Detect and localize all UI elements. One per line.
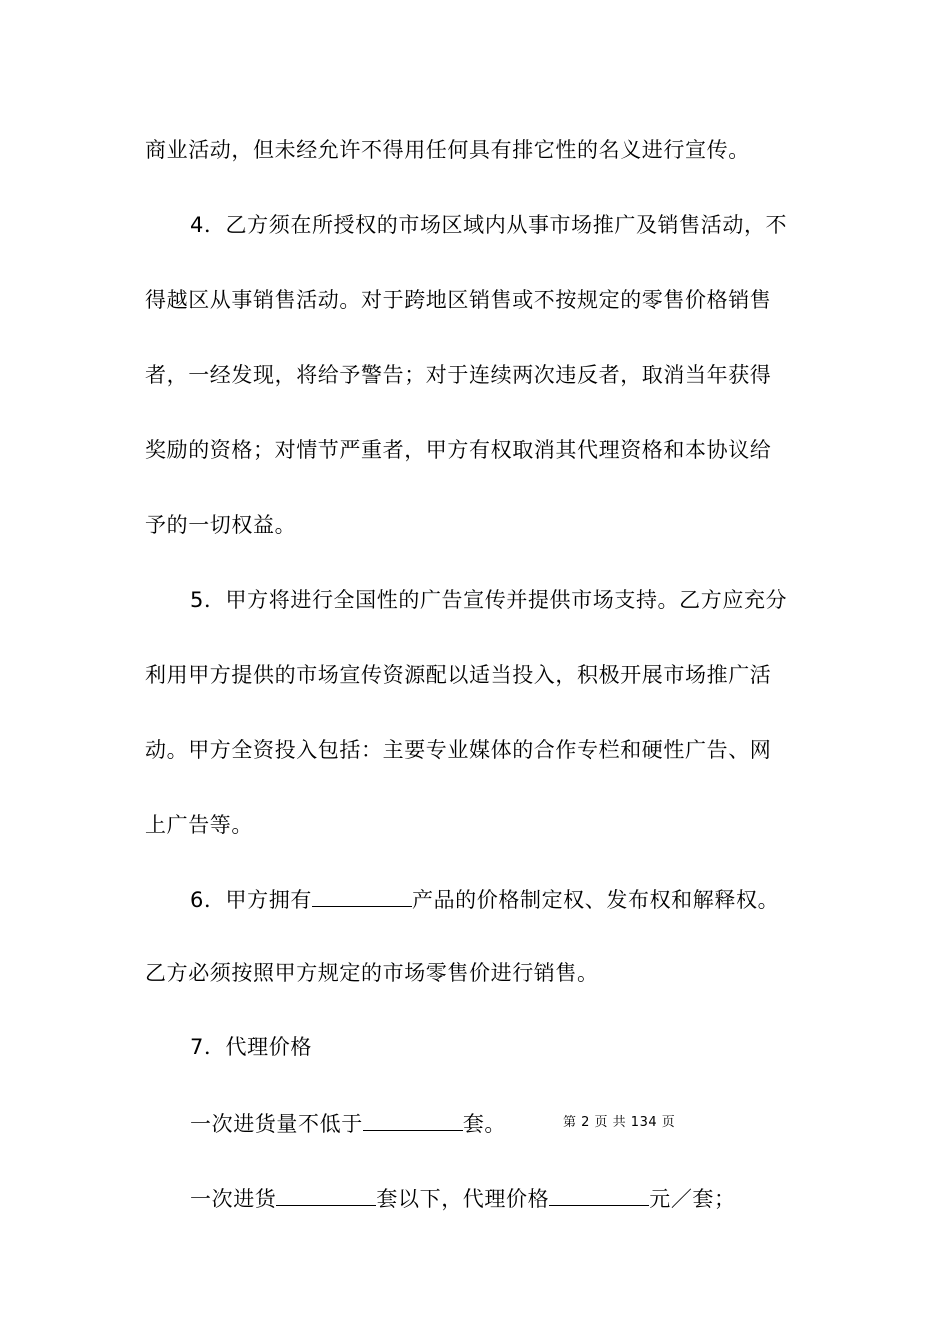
order-price-text-1: 一次进货 <box>190 1187 277 1211</box>
paragraph-line: 者，一经发现，将给予警告；对于连续两次违反者，取消当年获得 <box>145 363 772 387</box>
paragraph-line: 利用甲方提供的市场宣传资源配以适当投入，积极开展市场推广活 <box>145 663 772 687</box>
order-price-text-3: 元／套； <box>649 1187 736 1211</box>
paragraph-line: 予的一切权益。 <box>145 513 297 537</box>
clause-4-line: 4．乙方须在所授权的市场区域内从事市场推广及销售活动，不 <box>190 213 788 237</box>
paragraph-line: 得越区从事销售活动。对于跨地区销售或不按规定的零售价格销售 <box>145 288 772 312</box>
min-order-line <box>190 1108 506 1138</box>
min-order-text-after: 套。 <box>462 1112 507 1136</box>
clause-5-line: 5．甲方将进行全国性的广告宣传并提供市场支持。乙方应充分 <box>190 588 788 612</box>
page-number-footer: 第 2 页 共 134 页 <box>563 1115 676 1130</box>
quantity-blank <box>276 1183 376 1206</box>
clause-6-text-after: 产品的价格制定权、发布权和解释权。 <box>411 888 780 912</box>
product-name-blank <box>312 884 412 907</box>
paragraph-line: 上广告等。 <box>145 813 253 837</box>
price-blank <box>549 1183 649 1206</box>
paragraph-line: 商业活动，但未经允许不得用任何具有排它性的名义进行宣传。 <box>145 138 750 162</box>
paragraph-line: 乙方必须按照甲方规定的市场零售价进行销售。 <box>145 961 599 985</box>
clause-6-line <box>190 884 779 914</box>
paragraph-line: 动。甲方全资投入包括：主要专业媒体的合作专栏和硬性广告、网 <box>145 738 772 762</box>
min-quantity-blank <box>363 1108 463 1131</box>
order-price-line <box>190 1183 736 1213</box>
order-price-text-2: 套以下，代理价格 <box>376 1187 550 1211</box>
clause-6-text-before: 6．甲方拥有 <box>190 888 312 912</box>
clause-7-heading: 7．代理价格 <box>190 1035 312 1059</box>
min-order-text-before: 一次进货量不低于 <box>190 1112 363 1136</box>
paragraph-line: 奖励的资格；对情节严重者，甲方有权取消其代理资格和本协议给 <box>145 438 772 462</box>
